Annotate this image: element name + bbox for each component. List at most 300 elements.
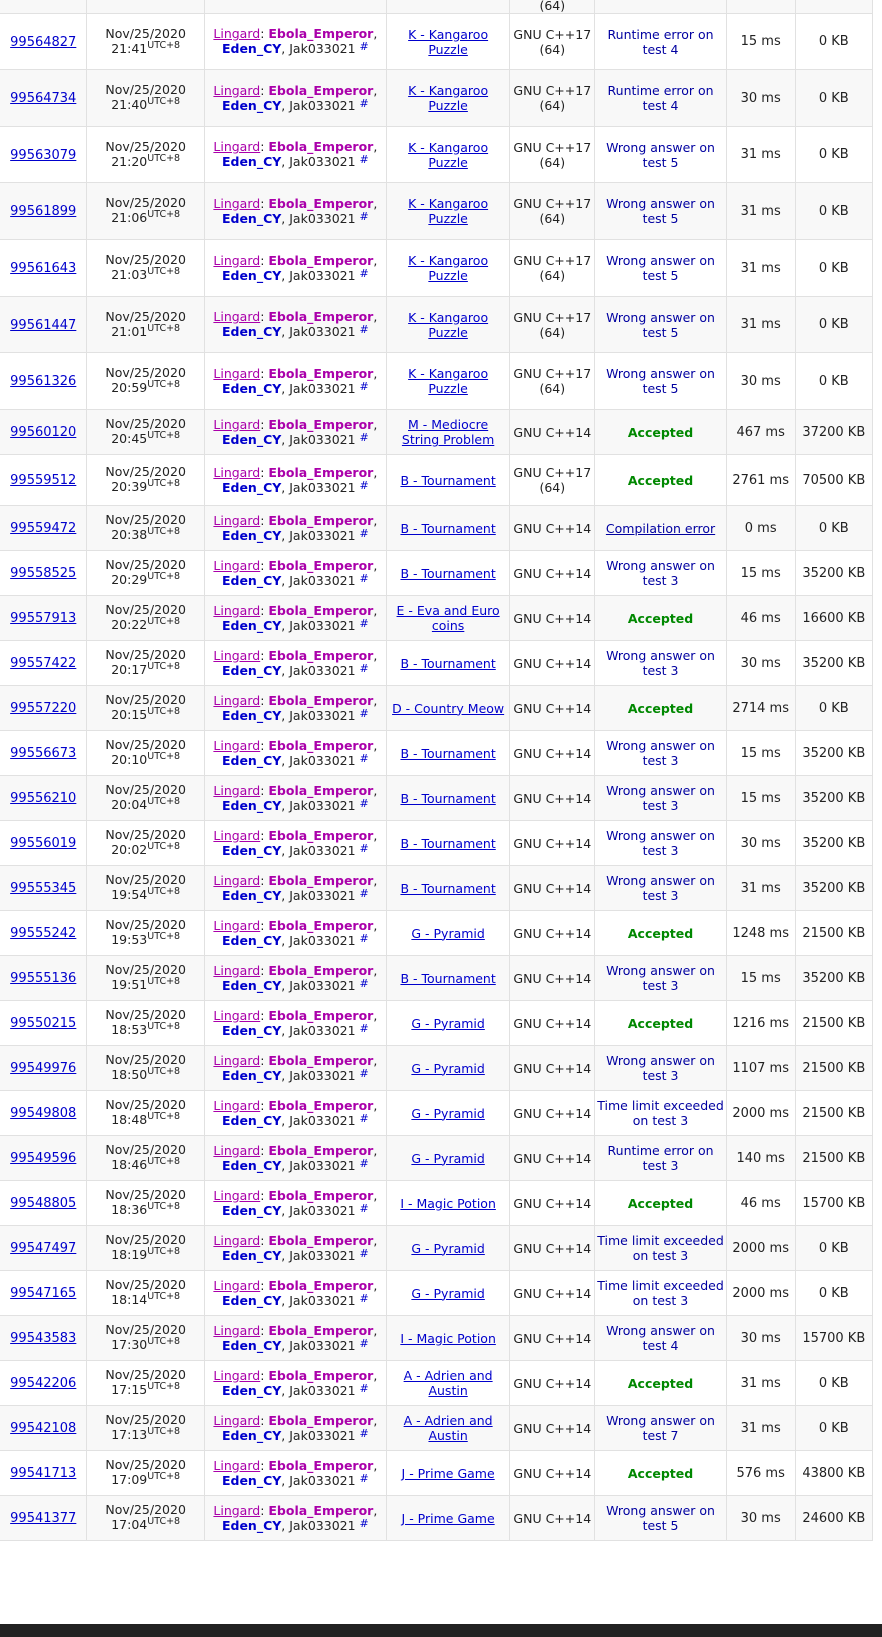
problem-link[interactable]: G - Pyramid: [411, 1285, 485, 1301]
table-row: [0, 1271, 872, 1316]
member-link[interactable]: Eden_CY: [221, 154, 282, 169]
submission-id-link[interactable]: 99556673: [10, 746, 77, 761]
member-link[interactable]: Jak033021: [289, 1292, 356, 1308]
member-link[interactable]: Jak033021: [289, 932, 356, 948]
member-link[interactable]: Eden_CY: [221, 380, 282, 396]
member-link[interactable]: Jak033021: [289, 797, 356, 813]
member-link[interactable]: Ebola_Emperor: [268, 1322, 374, 1338]
team-link[interactable]: Lingard: [213, 692, 261, 708]
team-link[interactable]: Lingard: [213, 309, 261, 324]
problem-link[interactable]: G - Pyramid: [411, 1240, 485, 1256]
team-link[interactable]: Lingard: [213, 252, 261, 268]
member-link[interactable]: Eden_CY: [221, 932, 282, 948]
problem-link[interactable]: E - Eva and Euro coins: [396, 603, 500, 633]
member-link[interactable]: Ebola_Emperor: [268, 1097, 374, 1113]
submission-id-link[interactable]: 99560120: [10, 425, 77, 440]
submission-id-link[interactable]: 99549976: [10, 1061, 77, 1076]
member-link[interactable]: Ebola_Emperor: [268, 1277, 374, 1293]
when-cell: [87, 1316, 204, 1361]
party-hash-link[interactable]: #: [359, 96, 369, 110]
submission-time: 19:54: [111, 887, 148, 902]
member-link[interactable]: Jak033021: [289, 617, 356, 633]
problem-link[interactable]: I - Magic Potion: [400, 1330, 496, 1346]
member-link[interactable]: Eden_CY: [221, 1292, 282, 1308]
team-link[interactable]: Lingard: [213, 1322, 261, 1338]
member-link[interactable]: Ebola_Emperor: [268, 512, 374, 528]
table-row: [0, 821, 872, 866]
member-link[interactable]: Eden_CY: [221, 1472, 282, 1488]
memory-consumed: 0 KB: [795, 297, 872, 353]
party-cell: Lingard: Ebola_Emperor, Eden_CY, Jak033021 #: [204, 1316, 386, 1361]
party-hash-link[interactable]: #: [359, 1066, 369, 1080]
party-hash-link[interactable]: #: [359, 571, 369, 585]
party-hash-link[interactable]: #: [359, 323, 369, 336]
submission-id-link[interactable]: 99542206: [10, 1376, 77, 1391]
lang-text: GNU C++17 (64): [513, 83, 592, 113]
verdict-cell: [595, 1316, 727, 1361]
member-link[interactable]: Ebola_Emperor: [268, 365, 374, 381]
party-hash-link[interactable]: #: [359, 478, 369, 492]
problem-link[interactable]: K - Kangaroo Puzzle: [408, 253, 489, 283]
party-hash-link[interactable]: #: [359, 209, 369, 223]
party-hash-link[interactable]: #: [359, 1516, 369, 1530]
submission-id-link[interactable]: 99555345: [10, 881, 77, 896]
member-link[interactable]: Ebola_Emperor: [268, 195, 374, 211]
team-link[interactable]: Lingard: [213, 602, 261, 618]
team-link[interactable]: Lingard: [213, 1457, 261, 1473]
team-link[interactable]: Lingard: [213, 1142, 261, 1158]
team-link[interactable]: Lingard: [213, 872, 261, 888]
team-link[interactable]: Lingard: [213, 464, 261, 480]
submission-date: Nov/25/2020: [105, 464, 186, 479]
submission-id-link[interactable]: 99559512: [10, 473, 77, 488]
submission-id-link[interactable]: 99563079: [10, 147, 77, 163]
submission-id-link[interactable]: 99556210: [10, 791, 77, 806]
member-link[interactable]: Jak033021: [289, 1382, 356, 1398]
team-link[interactable]: Lingard: [213, 26, 261, 41]
table-row: [0, 1451, 872, 1496]
lang-text: GNU C++17 (64): [513, 366, 592, 396]
submission-id-link[interactable]: 99549808: [10, 1106, 77, 1121]
member-link[interactable]: Ebola_Emperor: [268, 1187, 374, 1203]
team-link[interactable]: Lingard: [213, 1367, 261, 1383]
problem-link[interactable]: D - Country Meow: [392, 700, 505, 716]
memory-consumed: 35200 KB: [795, 731, 872, 776]
memory-consumed: 35200 KB: [795, 776, 872, 821]
lang-cell: [510, 911, 595, 956]
lang-text: GNU C++14: [513, 610, 592, 626]
member-link[interactable]: Ebola_Emperor: [268, 962, 374, 978]
problem-link[interactable]: J - Prime Game: [401, 1465, 495, 1481]
member-link[interactable]: Ebola_Emperor: [268, 309, 374, 324]
table-row: [0, 1226, 872, 1271]
member-link[interactable]: Jak033021: [289, 1022, 356, 1038]
member-link[interactable]: Eden_CY: [221, 97, 282, 113]
verdict-cell: [595, 686, 727, 731]
member-link[interactable]: Eden_CY: [221, 431, 282, 447]
member-link[interactable]: Eden_CY: [221, 1157, 282, 1173]
timezone-label: UTC+8: [147, 209, 181, 220]
table-row: [0, 956, 872, 1001]
party-cell: Lingard: Ebola_Emperor, Eden_CY, Jak033021 #: [204, 821, 386, 866]
member-link[interactable]: Eden_CY: [221, 479, 282, 495]
member-link[interactable]: Eden_CY: [221, 887, 282, 903]
submission-time: 21:41: [111, 40, 148, 56]
when-cell: [87, 866, 204, 911]
submission-date: Nov/25/2020: [105, 512, 186, 527]
verdict-compilation-error-link[interactable]: Compilation error: [605, 520, 716, 536]
problem-link[interactable]: B - Tournament: [400, 880, 496, 896]
member-link[interactable]: Ebola_Emperor: [268, 1052, 374, 1068]
party-hash-link[interactable]: #: [359, 931, 369, 945]
member-link[interactable]: Jak033021: [289, 1517, 356, 1533]
submission-id-link[interactable]: 99541713: [10, 1466, 77, 1481]
submission-time: 17:15: [111, 1382, 148, 1397]
problem-link[interactable]: G - Pyramid: [411, 1105, 485, 1121]
problem-link[interactable]: K - Kangaroo Puzzle: [408, 139, 489, 170]
member-link[interactable]: Jak033021: [289, 1247, 356, 1263]
submission-id-cell: [0, 731, 87, 776]
member-link[interactable]: Jak033021: [289, 267, 356, 283]
submission-id-link[interactable]: 99548805: [10, 1196, 77, 1211]
member-link[interactable]: Eden_CY: [221, 210, 282, 226]
submission-id-cell: [0, 240, 87, 297]
member-link[interactable]: Eden_CY: [221, 267, 282, 283]
member-link[interactable]: Jak033021: [289, 1427, 356, 1443]
member-link[interactable]: Jak033021: [289, 431, 356, 447]
member-link[interactable]: Ebola_Emperor: [268, 1232, 374, 1248]
member-link[interactable]: Eden_CY: [221, 1517, 282, 1533]
party-hash-link[interactable]: #: [359, 1156, 369, 1170]
team-link[interactable]: Lingard: [213, 1412, 261, 1428]
submission-id-link[interactable]: 99561643: [10, 261, 77, 276]
problem-cell: [386, 1406, 509, 1451]
verdict-failed: Runtime error on test 3: [607, 1143, 714, 1173]
member-link[interactable]: Eden_CY: [221, 324, 282, 339]
member-link[interactable]: Eden_CY: [221, 527, 282, 543]
when-cell: [87, 911, 204, 956]
party-hash-link[interactable]: #: [359, 661, 369, 675]
member-link[interactable]: Jak033021: [289, 1157, 356, 1173]
submission-id-link[interactable]: 99555136: [10, 971, 77, 986]
party-hash-link[interactable]: #: [359, 1246, 369, 1260]
problem-link[interactable]: M - Mediocre String Problem: [401, 417, 495, 447]
time-consumed: 30 ms: [726, 353, 795, 410]
member-link[interactable]: Jak033021: [289, 707, 356, 723]
problem-cell: [386, 183, 509, 240]
member-link[interactable]: Ebola_Emperor: [268, 917, 374, 933]
member-link[interactable]: Eden_CY: [221, 1112, 282, 1128]
submission-time: 20:02: [111, 842, 148, 857]
problem-link[interactable]: K - Kangaroo Puzzle: [408, 309, 489, 340]
submission-time: 21:03: [111, 267, 148, 282]
party-hash-link[interactable]: #: [359, 40, 369, 53]
member-link[interactable]: Ebola_Emperor: [268, 1142, 374, 1158]
party-cell: Lingard: Ebola_Emperor, Eden_CY, Jak033021 #: [204, 183, 386, 240]
problem-link[interactable]: A - Adrien and Austin: [403, 1413, 493, 1443]
lang-text: GNU C++14: [513, 1510, 592, 1526]
cell: [795, 0, 872, 14]
problem-link[interactable]: B - Tournament: [400, 565, 496, 581]
party-hash-link[interactable]: #: [359, 1201, 369, 1215]
team-link[interactable]: Lingard: [213, 365, 261, 381]
member-link[interactable]: Eden_CY: [221, 41, 282, 56]
submission-id-link[interactable]: 99549596: [10, 1151, 77, 1166]
team-link[interactable]: Lingard: [213, 1232, 261, 1248]
problem-link[interactable]: B - Tournament: [400, 745, 496, 761]
member-link[interactable]: Ebola_Emperor: [268, 602, 374, 618]
member-link[interactable]: Ebola_Emperor: [268, 416, 374, 432]
submission-time: 18:46: [111, 1157, 148, 1172]
member-link[interactable]: Eden_CY: [221, 1337, 282, 1353]
member-link[interactable]: Ebola_Emperor: [268, 1502, 374, 1518]
party-hash-link[interactable]: #: [359, 1336, 369, 1350]
party-hash-link[interactable]: #: [359, 886, 369, 900]
team-link[interactable]: Lingard: [213, 1052, 261, 1068]
problem-link[interactable]: K - Kangaroo Puzzle: [408, 83, 489, 113]
problem-link[interactable]: G - Pyramid: [411, 1015, 485, 1031]
member-link[interactable]: Jak033021: [289, 527, 356, 543]
party-cell: Lingard: Ebola_Emperor, Eden_CY, Jak033021 #: [204, 455, 386, 506]
team-link[interactable]: Lingard: [213, 1097, 261, 1113]
member-link[interactable]: Jak033021: [289, 324, 356, 339]
verdict-cell: [595, 776, 727, 821]
team-link[interactable]: Lingard: [213, 557, 261, 573]
when-cell: [87, 14, 204, 70]
member-link[interactable]: Ebola_Emperor: [268, 1007, 374, 1023]
member-link[interactable]: Jak033021: [289, 1112, 356, 1128]
member-link[interactable]: Jak033021: [289, 887, 356, 903]
problem-link[interactable]: G - Pyramid: [411, 925, 485, 941]
member-link[interactable]: Eden_CY: [221, 1022, 282, 1038]
problem-cell: [386, 14, 509, 70]
submission-id-link[interactable]: 99541377: [10, 1511, 77, 1526]
member-link[interactable]: Ebola_Emperor: [268, 557, 374, 573]
lang-text: GNU C++17 (64): [513, 309, 592, 340]
member-link[interactable]: Ebola_Emperor: [268, 1412, 374, 1428]
timezone-label: UTC+8: [147, 1066, 181, 1077]
problem-link[interactable]: B - Tournament: [400, 790, 496, 806]
member-link[interactable]: Eden_CY: [221, 1247, 282, 1263]
submission-date: Nov/25/2020: [105, 25, 186, 41]
timezone-label: UTC+8: [147, 478, 181, 489]
member-link[interactable]: Jak033021: [289, 154, 356, 169]
problem-link[interactable]: B - Tournament: [400, 472, 496, 488]
submission-id-link[interactable]: 99547165: [10, 1286, 77, 1301]
member-link[interactable]: Jak033021: [289, 380, 356, 396]
member-link[interactable]: Jak033021: [289, 572, 356, 588]
submission-id-link[interactable]: 99542108: [10, 1421, 77, 1436]
submission-id-link[interactable]: 99556019: [10, 836, 77, 851]
party-hash-link[interactable]: #: [359, 706, 369, 720]
party-hash-link[interactable]: #: [359, 1426, 369, 1440]
member-link[interactable]: Eden_CY: [221, 617, 282, 633]
submission-date: Nov/25/2020: [105, 365, 186, 380]
member-link[interactable]: Jak033021: [289, 97, 356, 113]
submission-id-link[interactable]: 99561326: [10, 374, 77, 389]
member-link[interactable]: Ebola_Emperor: [268, 252, 374, 268]
problem-link[interactable]: B - Tournament: [400, 655, 496, 671]
submission-id-link[interactable]: 99561447: [10, 317, 77, 333]
party-hash-link[interactable]: #: [359, 616, 369, 630]
team-link[interactable]: Lingard: [213, 1007, 261, 1023]
submission-id-cell: [0, 297, 87, 353]
team-link[interactable]: Lingard: [213, 139, 261, 154]
team-link[interactable]: Lingard: [213, 416, 261, 432]
submission-date: Nov/25/2020: [105, 1367, 186, 1382]
submission-id-link[interactable]: 99564827: [10, 34, 77, 50]
problem-link[interactable]: B - Tournament: [400, 520, 496, 536]
memory-consumed: 35200 KB: [795, 866, 872, 911]
member-link[interactable]: Ebola_Emperor: [268, 82, 374, 98]
submission-id-link[interactable]: 99557220: [10, 701, 77, 716]
member-link[interactable]: Jak033021: [289, 1337, 356, 1353]
party-hash-link[interactable]: #: [359, 976, 369, 990]
member-link[interactable]: Jak033021: [289, 662, 356, 678]
cell: [204, 0, 386, 14]
table-row: [0, 1001, 872, 1046]
member-link[interactable]: Ebola_Emperor: [268, 26, 374, 41]
member-link[interactable]: Ebola_Emperor: [268, 1457, 374, 1473]
submission-id-link[interactable]: 99558525: [10, 566, 77, 581]
party-cell: Lingard: Ebola_Emperor, Eden_CY, Jak033021 #: [204, 297, 386, 353]
team-link[interactable]: Lingard: [213, 782, 261, 798]
party-hash-link[interactable]: #: [359, 751, 369, 765]
problem-cell: [386, 410, 509, 455]
problem-link[interactable]: A - Adrien and Austin: [403, 1368, 493, 1398]
member-link[interactable]: Jak033021: [289, 479, 356, 495]
problem-cell: [386, 686, 509, 731]
member-link[interactable]: Jak033021: [289, 842, 356, 858]
memory-consumed: 24600 KB: [795, 1496, 872, 1541]
member-link[interactable]: Jak033021: [289, 41, 356, 56]
member-link[interactable]: Eden_CY: [221, 662, 282, 678]
submission-id-link[interactable]: 99547497: [10, 1241, 77, 1256]
problem-link[interactable]: B - Tournament: [400, 970, 496, 986]
party-hash-link[interactable]: #: [359, 1291, 369, 1305]
problem-link[interactable]: K - Kangaroo Puzzle: [408, 196, 489, 226]
problem-link[interactable]: K - Kangaroo Puzzle: [408, 26, 489, 57]
member-link[interactable]: Ebola_Emperor: [268, 464, 374, 480]
submission-date: Nov/25/2020: [105, 1457, 186, 1472]
party-hash-link[interactable]: #: [359, 526, 369, 540]
problem-link[interactable]: B - Tournament: [400, 835, 496, 851]
member-link[interactable]: Eden_CY: [221, 842, 282, 858]
party-hash-link[interactable]: #: [359, 1471, 369, 1485]
submission-id-cell: [0, 1181, 87, 1226]
team-link[interactable]: Lingard: [213, 82, 261, 98]
member-link[interactable]: Jak033021: [289, 1067, 356, 1083]
submission-id-link[interactable]: 99559472: [10, 521, 77, 536]
team-link[interactable]: Lingard: [213, 917, 261, 933]
party-hash-link[interactable]: #: [359, 1021, 369, 1035]
party-hash-link[interactable]: #: [359, 1381, 369, 1395]
team-link[interactable]: Lingard: [213, 195, 261, 211]
submission-id-link[interactable]: 99543583: [10, 1331, 77, 1346]
team-link[interactable]: Lingard: [213, 1277, 261, 1293]
verdict-failed: Wrong answer on test 3: [606, 558, 715, 588]
time-consumed: 15 ms: [726, 731, 795, 776]
party-hash-link[interactable]: #: [359, 841, 369, 855]
team-link[interactable]: Lingard: [213, 647, 261, 663]
member-link[interactable]: Eden_CY: [221, 1427, 282, 1443]
member-link[interactable]: Jak033021: [289, 1202, 356, 1218]
member-link[interactable]: Jak033021: [289, 210, 356, 226]
problem-link[interactable]: G - Pyramid: [411, 1150, 485, 1166]
submission-id-link[interactable]: 99561899: [10, 204, 77, 219]
time-consumed: 467 ms: [726, 410, 795, 455]
member-link[interactable]: Eden_CY: [221, 707, 282, 723]
submission-date: Nov/25/2020: [105, 602, 186, 617]
team-link[interactable]: Lingard: [213, 962, 261, 978]
team-link[interactable]: Lingard: [213, 1187, 261, 1203]
submission-date: Nov/25/2020: [105, 308, 186, 324]
problem-link[interactable]: I - Magic Potion: [400, 1195, 496, 1211]
member-link[interactable]: Ebola_Emperor: [268, 782, 374, 798]
submission-id-link[interactable]: 99550215: [10, 1016, 77, 1031]
team-link[interactable]: Lingard: [213, 512, 261, 528]
submission-id-cell: [0, 1226, 87, 1271]
when-cell: [87, 1271, 204, 1316]
party-hash-link[interactable]: #: [359, 153, 369, 166]
memory-consumed: 37200 KB: [795, 410, 872, 455]
lang-text: GNU C++14: [513, 1015, 592, 1031]
submission-id-link[interactable]: 99555242: [10, 926, 77, 941]
verdict-failed: Wrong answer on test 5: [606, 1503, 715, 1533]
team-link[interactable]: Lingard: [213, 827, 261, 843]
member-link[interactable]: Jak033021: [289, 752, 356, 768]
team-link[interactable]: Lingard: [213, 737, 261, 753]
submission-id-link[interactable]: 99557913: [10, 611, 77, 626]
member-link[interactable]: Ebola_Emperor: [268, 692, 374, 708]
member-link[interactable]: Ebola_Emperor: [268, 1367, 374, 1383]
member-link[interactable]: Eden_CY: [221, 1067, 282, 1083]
submission-id-cell: [0, 1136, 87, 1181]
member-link[interactable]: Ebola_Emperor: [268, 139, 374, 154]
party-hash-link[interactable]: #: [359, 266, 369, 280]
party-hash-link[interactable]: #: [359, 430, 369, 444]
party-hash-link[interactable]: #: [359, 796, 369, 810]
member-link[interactable]: Eden_CY: [221, 797, 282, 813]
lang-cell: [510, 1361, 595, 1406]
member-link[interactable]: Jak033021: [289, 1472, 356, 1488]
member-link[interactable]: Eden_CY: [221, 977, 282, 993]
member-link[interactable]: Eden_CY: [221, 572, 282, 588]
member-link[interactable]: Jak033021: [289, 977, 356, 993]
problem-cell: [386, 821, 509, 866]
submission-id-link[interactable]: 99557422: [10, 656, 77, 671]
party-hash-link[interactable]: #: [359, 379, 369, 393]
submission-date: Nov/25/2020: [105, 1412, 186, 1427]
problem-link[interactable]: G - Pyramid: [411, 1060, 485, 1076]
member-link[interactable]: Eden_CY: [221, 1202, 282, 1218]
member-link[interactable]: Ebola_Emperor: [268, 647, 374, 663]
problem-link[interactable]: J - Prime Game: [401, 1510, 495, 1526]
problem-cell: [386, 641, 509, 686]
member-link[interactable]: Eden_CY: [221, 752, 282, 768]
member-link[interactable]: Ebola_Emperor: [268, 827, 374, 843]
when-cell: [87, 455, 204, 506]
problem-link[interactable]: K - Kangaroo Puzzle: [408, 366, 489, 396]
verdict-cell: [595, 1046, 727, 1091]
submission-id-cell: [0, 776, 87, 821]
member-link[interactable]: Ebola_Emperor: [268, 872, 374, 888]
team-link[interactable]: Lingard: [213, 1502, 261, 1518]
member-link[interactable]: Ebola_Emperor: [268, 737, 374, 753]
member-link[interactable]: Eden_CY: [221, 1382, 282, 1398]
submission-id-link[interactable]: 99564734: [10, 91, 77, 106]
party-hash-link[interactable]: #: [359, 1111, 369, 1125]
